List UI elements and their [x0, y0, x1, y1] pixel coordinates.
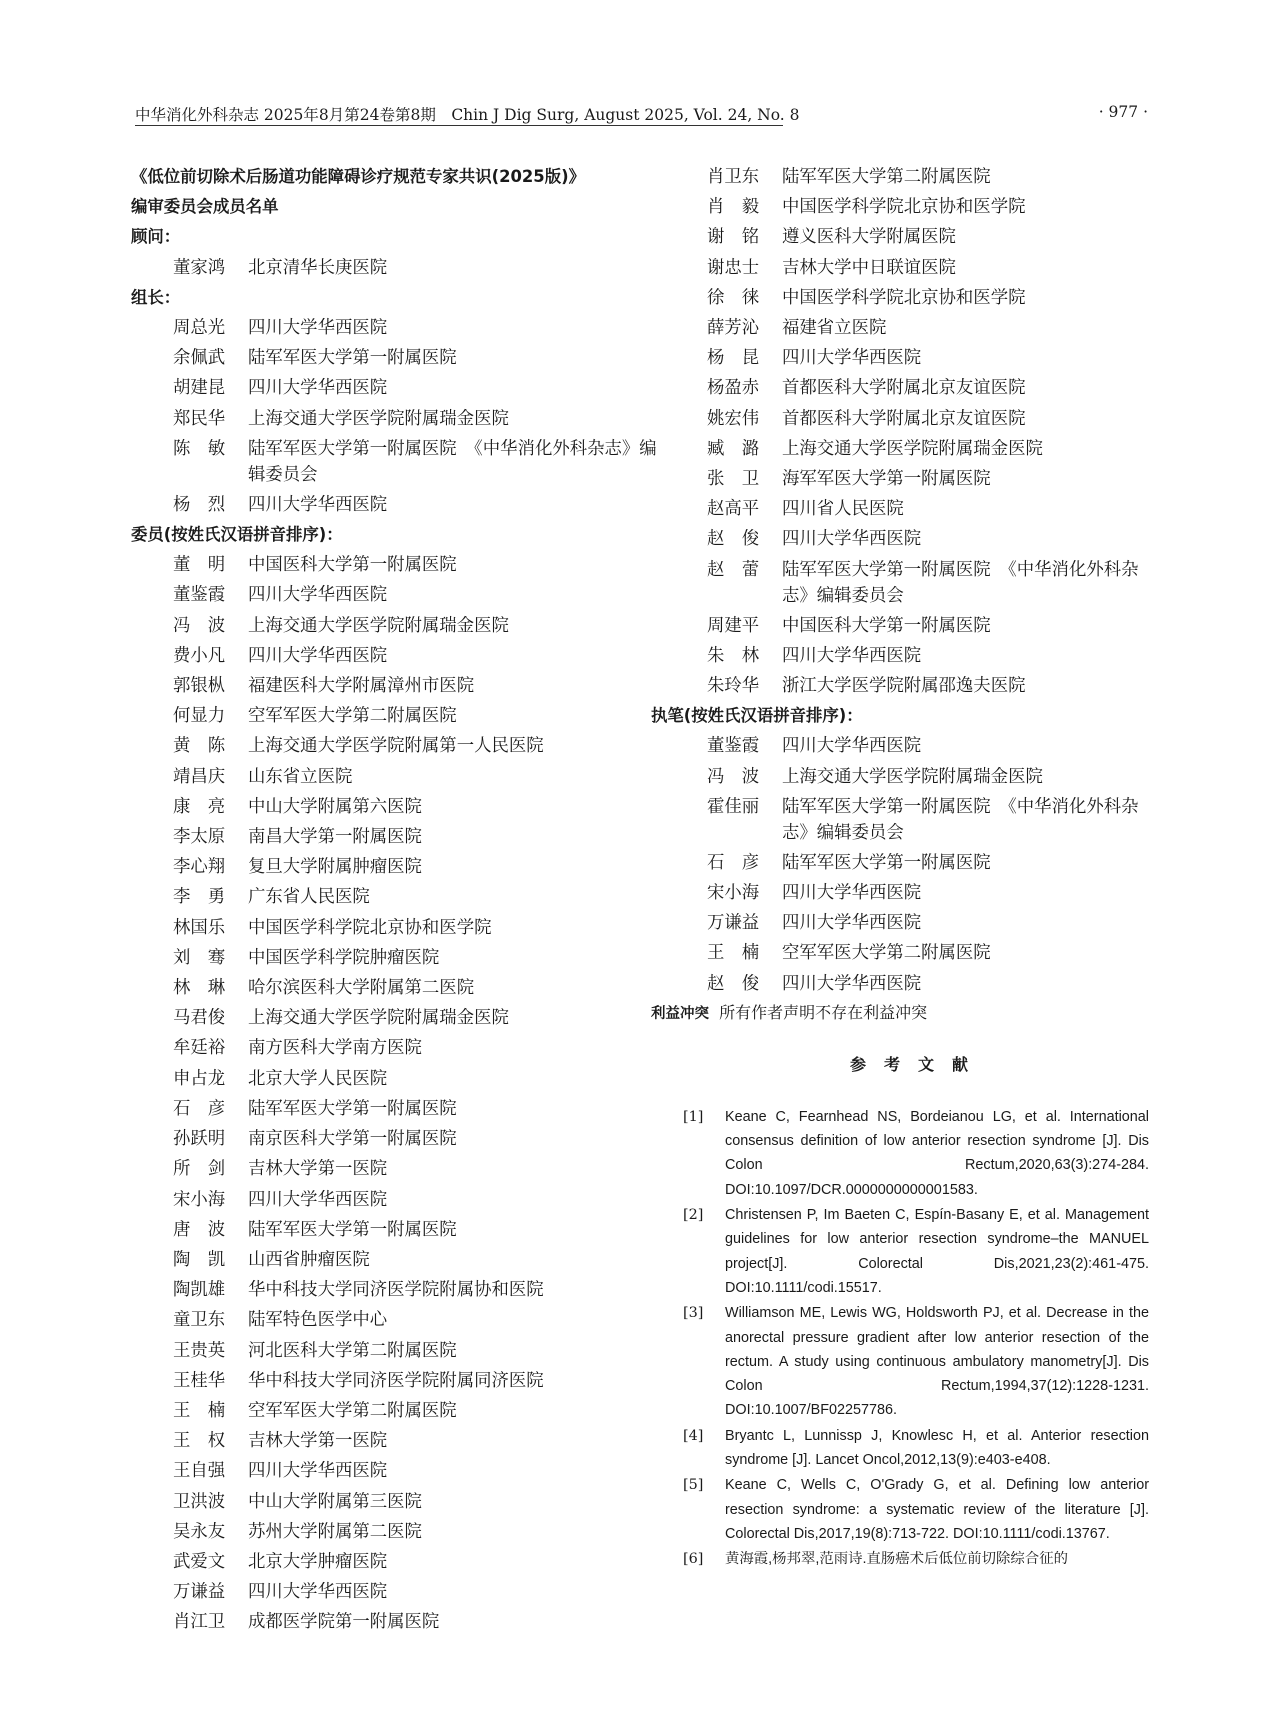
- member-name: 王 权: [173, 1431, 226, 1452]
- member-entry: [669, 192, 1149, 222]
- coi-label: 利益冲突: [651, 1005, 709, 1022]
- member-entry: [669, 671, 1149, 701]
- member-name: 徐 徕: [707, 287, 760, 308]
- member-name: 周建平: [707, 615, 760, 636]
- member-entry: [131, 404, 671, 434]
- member-affiliation: 河北医科大学第二附属医院: [248, 1340, 457, 1361]
- member-affiliation: 山东省立医院: [248, 766, 353, 787]
- member-entry: [131, 1033, 671, 1063]
- member-name: 谢 铭: [707, 227, 760, 248]
- member-name: 康 亮: [173, 796, 226, 817]
- references-title: 参考文献: [849, 1054, 986, 1074]
- member-affiliation: 福建省立医院: [782, 318, 887, 339]
- member-entry: [669, 908, 1149, 938]
- left-column: [131, 162, 671, 1638]
- member-affiliation: 复旦大学附属肿瘤医院: [248, 857, 422, 878]
- member-entry: [131, 580, 671, 610]
- member-affiliation: 中国医科大学第一附属医院: [782, 615, 991, 636]
- member-entry: [669, 222, 1149, 252]
- reference-number: [6]: [683, 1551, 704, 1568]
- member-entry: [131, 882, 671, 912]
- member-entry: [131, 1547, 671, 1577]
- right-column: [651, 162, 1149, 1573]
- member-affiliation: 南京医科大学第一附属医院: [248, 1129, 457, 1150]
- member-affiliation: 上海交通大学医学院附属瑞金医院: [782, 438, 1043, 459]
- member-name: 李 勇: [173, 887, 226, 908]
- member-name: 李心翔: [173, 857, 226, 878]
- member-affiliation: 中国医学科学院北京协和医学院: [782, 287, 1026, 308]
- reference-number: [2]: [683, 1207, 704, 1224]
- member-entry: [131, 852, 671, 882]
- member-affiliation: 陆军军医大学第一附属医院: [782, 852, 991, 873]
- member-affiliation: 山西省肿瘤医院: [248, 1249, 370, 1270]
- member-name: 赵 俊: [707, 529, 760, 550]
- member-label: 委员(按姓氏汉语拼音排序)：: [131, 525, 343, 545]
- member-entry: [669, 313, 1149, 343]
- member-name: 胡建昆: [173, 378, 226, 399]
- member-name: 吴永友: [173, 1521, 226, 1542]
- member-name: 臧 潞: [707, 438, 760, 459]
- reference-text: 黄海霞,杨邦翠,范雨诗.直肠癌术后低位前切除综合征的: [725, 1551, 1068, 1568]
- member-entry: [131, 701, 671, 731]
- member-entry: [131, 1607, 671, 1637]
- member-entry: [131, 1577, 671, 1607]
- member-entry: [131, 1154, 671, 1184]
- member-name: 陈 敏: [173, 438, 226, 459]
- member-affiliation: 南昌大学第一附属医院: [248, 827, 422, 848]
- member-entry: [131, 611, 671, 641]
- member-name: 姚宏伟: [707, 408, 760, 429]
- member-name: 冯 波: [173, 615, 226, 636]
- member-affiliation: 海军军医大学第一附属医院: [782, 469, 991, 490]
- member-list-left: [131, 550, 671, 1637]
- member-entry: [131, 1185, 671, 1215]
- member-name: 唐 波: [173, 1219, 226, 1240]
- member-affiliation: 吉林大学中日联谊医院: [782, 257, 956, 278]
- member-entry: [131, 1517, 671, 1547]
- member-affiliation: 首都医科大学附属北京友谊医院: [782, 408, 1026, 429]
- member-name: 张 卫: [707, 469, 760, 490]
- member-name: 所 剑: [173, 1159, 226, 1180]
- member-affiliation: 四川大学华西医院: [248, 318, 388, 339]
- member-name: 赵高平: [707, 499, 760, 520]
- member-name: 肖江卫: [173, 1612, 226, 1633]
- member-affiliation: 中国医科大学第一附属医院: [248, 555, 457, 576]
- member-affiliation: 四川大学华西医院: [248, 494, 388, 515]
- member-entry: [669, 343, 1149, 373]
- member-entry: [131, 792, 671, 822]
- member-affiliation: 中国医学科学院北京协和医学院: [248, 917, 492, 938]
- member-name: 宋小海: [173, 1189, 226, 1210]
- member-name: 费小凡: [173, 645, 226, 666]
- leader-list: [131, 313, 671, 520]
- member-name: 周总光: [173, 318, 226, 339]
- member-name: 董家鸿: [173, 257, 226, 278]
- member-name: 谢忠士: [707, 257, 760, 278]
- member-affiliation: 吉林大学第一医院: [248, 1159, 388, 1180]
- member-affiliation: 陆军军医大学第一附属医院 《中华消化外科杂志》编辑委员会: [782, 796, 1139, 843]
- member-name: 赵 蕾: [707, 559, 760, 580]
- reference-item: [669, 1301, 1149, 1422]
- member-name: 郑民华: [173, 408, 226, 429]
- member-name: 肖 毅: [707, 197, 760, 218]
- member-name: 万谦益: [707, 913, 760, 934]
- member-entry: [131, 1275, 671, 1305]
- reference-item: [669, 1547, 1149, 1571]
- member-entry: [131, 253, 671, 283]
- member-affiliation: 上海交通大学医学院附属瑞金医院: [782, 766, 1043, 787]
- member-affiliation: 上海交通大学医学院附属第一人民医院: [248, 736, 544, 757]
- member-name: 杨 烈: [173, 494, 226, 515]
- member-name: 冯 波: [707, 766, 760, 787]
- member-entry: [131, 313, 671, 343]
- member-entry: [669, 434, 1149, 464]
- reference-list: [669, 1105, 1149, 1572]
- member-entry: [131, 490, 671, 520]
- member-name: 何显力: [173, 706, 226, 727]
- member-entry: [669, 878, 1149, 908]
- member-name: 马君俊: [173, 1008, 226, 1029]
- member-entry: [131, 343, 671, 373]
- member-affiliation: 中国医学科学院肿瘤医院: [248, 947, 440, 968]
- member-name: 申占龙: [173, 1068, 226, 1089]
- reference-text: Keane C, Wells C, O'Grady G, et al. Defining low anterior resection syndrome: a systematic review of the literature [J]. Colorectal Dis,2017,19(8):713-722. DOI:10.1111/codi.13767.: [725, 1477, 1149, 1542]
- member-entry: [131, 1064, 671, 1094]
- member-entry: [131, 373, 671, 403]
- member-name: 朱玲华: [707, 676, 760, 697]
- member-name: 朱 林: [707, 645, 760, 666]
- member-entry: [131, 1426, 671, 1456]
- member-entry: [131, 641, 671, 671]
- member-name: 陶凯雄: [173, 1280, 226, 1301]
- member-entry: [669, 404, 1149, 434]
- member-affiliation: 空军军医大学第二附属医院: [782, 943, 991, 964]
- member-entry: [131, 1366, 671, 1396]
- member-entry: [669, 464, 1149, 494]
- member-entry: [131, 1456, 671, 1486]
- member-entry: [669, 731, 1149, 761]
- advisor-label: 顾问：: [131, 227, 181, 247]
- member-affiliation: 四川大学华西医院: [248, 585, 388, 606]
- reference-item: [669, 1424, 1149, 1473]
- member-name: 卫洪波: [173, 1491, 226, 1512]
- member-name: 林国乐: [173, 917, 226, 938]
- advisor-list: [131, 253, 671, 283]
- member-entry: [669, 253, 1149, 283]
- member-affiliation: 上海交通大学医学院附属瑞金医院: [248, 408, 509, 429]
- member-name: 石 彦: [173, 1098, 226, 1119]
- member-entry: [131, 822, 671, 852]
- reference-text: Williamson ME, Lewis WG, Holdsworth PJ, et al. Decrease in the anorectal pressure gradient after low anterior resection of the rectum. A study using continuous ambulatory manometry[J]. Dis Colon Rectum,1994,37(12):1228-1231. DOI:10.1007/BF02257786.: [725, 1305, 1149, 1419]
- member-affiliation: 苏州大学附属第二医院: [248, 1521, 422, 1542]
- page-number: · 977 ·: [1098, 103, 1148, 121]
- member-affiliation: 陆军军医大学第二附属医院: [782, 167, 991, 187]
- member-entry: [131, 1003, 671, 1033]
- member-affiliation: 中国医学科学院北京协和医学院: [782, 197, 1026, 218]
- member-entry: [669, 162, 1149, 192]
- member-affiliation: 吉林大学第一医院: [248, 1431, 388, 1452]
- member-affiliation: 首都医科大学附属北京友谊医院: [782, 378, 1026, 399]
- member-affiliation: 四川大学华西医院: [782, 913, 922, 934]
- member-name: 武爱文: [173, 1551, 226, 1572]
- member-affiliation: 陆军特色医学中心: [248, 1310, 388, 1331]
- member-entry: [669, 938, 1149, 968]
- member-name: 童卫东: [173, 1310, 226, 1331]
- member-entry: [669, 792, 1149, 848]
- writer-list: [669, 731, 1149, 998]
- member-name: 郭银枞: [173, 676, 226, 697]
- header-rule: [135, 125, 783, 126]
- member-entry: [131, 1336, 671, 1366]
- member-affiliation: 福建医科大学附属漳州市医院: [248, 676, 475, 697]
- member-entry: [131, 1396, 671, 1426]
- member-affiliation: 陆军军医大学第一附属医院: [248, 348, 457, 369]
- member-entry: [131, 943, 671, 973]
- member-entry: [131, 550, 671, 580]
- member-list-right: [669, 162, 1149, 701]
- committee-subtitle: 编审委员会成员名单: [131, 197, 279, 217]
- member-name: 牟廷裕: [173, 1038, 226, 1059]
- member-affiliation: 南方医科大学南方医院: [248, 1038, 422, 1059]
- member-affiliation: 中山大学附属第三医院: [248, 1491, 422, 1512]
- member-entry: [131, 762, 671, 792]
- reference-item: [669, 1473, 1149, 1546]
- reference-item: [669, 1203, 1149, 1300]
- member-entry: [669, 611, 1149, 641]
- reference-text: Bryantc L, Lunnissp J, Knowlesc H, et al. Anterior resection syndrome [J]. Lancet Oncol,2012,13(9):e403-e408.: [725, 1427, 1149, 1469]
- member-name: 王自强: [173, 1461, 226, 1482]
- member-entry: [669, 494, 1149, 524]
- member-affiliation: 陆军军医大学第一附属医院 《中华消化外科杂志》编辑委员会: [782, 559, 1139, 606]
- member-affiliation: 四川大学华西医院: [248, 1461, 388, 1482]
- member-name: 杨盈赤: [707, 378, 760, 399]
- member-affiliation: 上海交通大学医学院附属瑞金医院: [248, 1008, 509, 1029]
- member-name: 董鉴霞: [707, 736, 760, 757]
- reference-number: [3]: [683, 1305, 704, 1322]
- member-affiliation: 北京清华长庚医院: [248, 257, 388, 278]
- member-affiliation: 陆军军医大学第一附属医院: [248, 1098, 457, 1119]
- member-name: 石 彦: [707, 852, 760, 873]
- member-name: 霍佳丽: [707, 796, 760, 817]
- running-header: [135, 103, 1148, 127]
- member-entry: [131, 434, 671, 490]
- member-affiliation: 中山大学附属第六医院: [248, 796, 422, 817]
- reference-number: [4]: [683, 1427, 704, 1444]
- member-affiliation: 华中科技大学同济医学院附属协和医院: [248, 1280, 544, 1301]
- member-affiliation: 四川大学华西医院: [782, 348, 922, 369]
- writer-label: 执笔(按姓氏汉语拼音排序)：: [651, 706, 863, 726]
- leader-label: 组长：: [131, 287, 181, 307]
- member-affiliation: 四川大学华西医院: [782, 973, 922, 994]
- member-affiliation: 四川省人民医院: [782, 499, 904, 520]
- member-affiliation: 北京大学人民医院: [248, 1068, 388, 1089]
- member-entry: [131, 731, 671, 761]
- member-name: 黄 陈: [173, 736, 226, 757]
- member-affiliation: 空军军医大学第二附属医院: [248, 1400, 457, 1421]
- member-name: 陶 凯: [173, 1249, 226, 1270]
- conflict-of-interest: [651, 999, 1149, 1028]
- member-entry: [669, 848, 1149, 878]
- member-entry: [669, 762, 1149, 792]
- member-name: 赵 俊: [707, 973, 760, 994]
- member-name: 林 琳: [173, 978, 226, 999]
- member-name: 刘 骞: [173, 947, 226, 968]
- reference-number: [1]: [683, 1108, 704, 1125]
- member-entry: [131, 1094, 671, 1124]
- reference-number: [5]: [683, 1477, 704, 1494]
- member-affiliation: 华中科技大学同济医学院附属同济医院: [248, 1370, 544, 1391]
- member-entry: [131, 1215, 671, 1245]
- member-affiliation: 空军军医大学第二附属医院: [248, 706, 457, 727]
- member-name: 王 楠: [173, 1400, 226, 1421]
- member-entry: [131, 671, 671, 701]
- member-name: 王贵英: [173, 1340, 226, 1361]
- reference-text: Keane C, Fearnhead NS, Bordeianou LG, et al. International consensus definition of low anterior resection syndrome [J]. Dis Colon Rectum,2020,63(3):274-284. DOI:10.1097/DCR.0000000000001583.: [725, 1108, 1149, 1198]
- member-affiliation: 四川大学华西医院: [782, 883, 922, 904]
- member-entry: [669, 641, 1149, 671]
- member-affiliation: 四川大学华西医院: [782, 529, 922, 550]
- member-name: 万谦益: [173, 1582, 226, 1603]
- member-name: 王 楠: [707, 943, 760, 964]
- reference-item: [669, 1105, 1149, 1202]
- reference-text: Christensen P, Im Baeten C, Espín-Basany E, et al. Management guidelines for low anterior resection syndrome–the MANUEL project[J]. Colorectal Dis,2021,23(2):461-475. DOI:10.1111/codi.15517.: [725, 1207, 1149, 1296]
- member-name: 李太原: [173, 827, 226, 848]
- member-affiliation: 遵义医科大学附属医院: [782, 227, 956, 248]
- member-name: 余佩武: [173, 348, 226, 369]
- member-entry: [131, 1487, 671, 1517]
- member-affiliation: 陆军军医大学第一附属医院 《中华消化外科杂志》编辑委员会: [248, 438, 657, 485]
- member-affiliation: 哈尔滨医科大学附属第二医院: [248, 978, 475, 999]
- member-affiliation: 四川大学华西医院: [248, 1189, 388, 1210]
- member-affiliation: 广东省人民医院: [248, 887, 370, 908]
- member-entry: [669, 283, 1149, 313]
- member-name: 靖昌庆: [173, 766, 226, 787]
- member-affiliation: 浙江大学医学院附属邵逸夫医院: [782, 676, 1026, 697]
- member-entry: [131, 1245, 671, 1275]
- member-entry: [669, 524, 1149, 554]
- member-entry: [131, 1305, 671, 1335]
- member-affiliation: 陆军军医大学第一附属医院: [248, 1219, 457, 1240]
- member-name: 王桂华: [173, 1370, 226, 1391]
- member-entry: [669, 969, 1149, 999]
- member-affiliation: 四川大学华西医院: [248, 645, 388, 666]
- member-affiliation: 四川大学华西医院: [248, 378, 388, 399]
- member-name: 宋小海: [707, 883, 760, 904]
- member-name: 孙跃明: [173, 1129, 226, 1150]
- member-affiliation: 四川大学华西医院: [248, 1582, 388, 1603]
- member-entry: [131, 913, 671, 943]
- member-name: 薛芳沁: [707, 318, 760, 339]
- member-affiliation: 四川大学华西医院: [782, 645, 922, 666]
- member-affiliation: 北京大学肿瘤医院: [248, 1551, 388, 1572]
- member-entry: [669, 555, 1149, 611]
- committee-title: 《低位前切除术后肠道功能障碍诊疗规范专家共识(2025版)》: [131, 167, 585, 186]
- member-affiliation: 四川大学华西医院: [782, 736, 922, 757]
- member-name: 肖卫东: [707, 167, 760, 187]
- journal-citation: 中华消化外科杂志 2025年8月第24卷第8期 Chin J Dig Surg, August 2025, Vol. 24, No. 8: [135, 106, 800, 124]
- member-name: 杨 昆: [707, 348, 760, 369]
- member-affiliation: 上海交通大学医学院附属瑞金医院: [248, 615, 509, 636]
- member-entry: [131, 1124, 671, 1154]
- member-entry: [669, 373, 1149, 403]
- member-name: 董 明: [173, 555, 226, 576]
- coi-text: 所有作者声明不存在利益冲突: [719, 1002, 928, 1022]
- member-affiliation: 成都医学院第一附属医院: [248, 1612, 440, 1633]
- member-entry: [131, 973, 671, 1003]
- member-name: 董鉴霞: [173, 585, 226, 606]
